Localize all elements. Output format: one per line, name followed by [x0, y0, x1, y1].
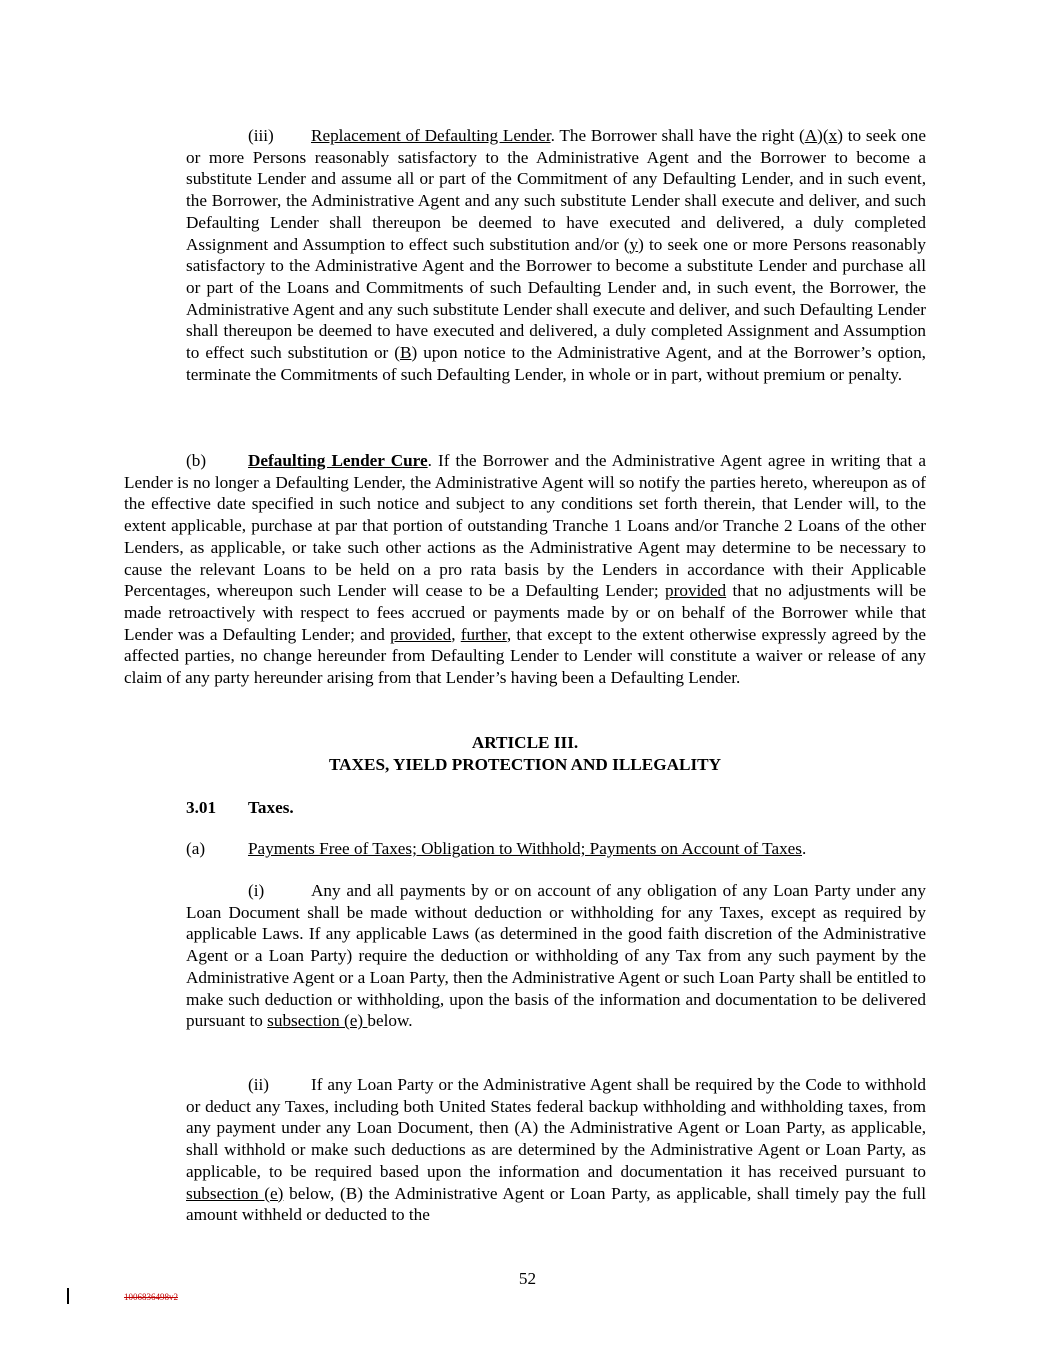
- clause-b-further: further: [460, 624, 507, 644]
- clause-iii-heading: Replacement of Defaulting Lender: [311, 126, 551, 145]
- clause-ii-marker: (ii): [248, 1075, 269, 1094]
- clause-ii-text-2: below, (B) the Administrative Agent or Loan Party, as applicable, shall timely pay the full amount withheld or deducted to the: [186, 1183, 926, 1225]
- document-id: 1006836498v2: [124, 1292, 178, 1302]
- clause-iii-ref-a: A: [804, 126, 818, 145]
- clause-iii-marker: (iii): [248, 126, 274, 145]
- clause-iii-text-4: ) to seek one or more Persons reasonably satisfactory to the Administrative Agent and the Borrower to become a substitute Lender and purchase all or part of the Loans and Commitments of such Defaulting Lender and, in such event, the Borrower, the Administrative Agent and any such substitute Lender shall execute and deliver, and such Defaulting Lender shall thereupon be deemed to have executed and delivered, a duly completed Assignment and Assumption to effect such substitution or (: [186, 234, 926, 363]
- page-number: 52: [518, 1269, 537, 1288]
- clause-b-provided-1: provided: [665, 581, 727, 601]
- clause-i-text-2: below.: [367, 1011, 413, 1031]
- clause-iii-ref-b: B: [400, 343, 412, 363]
- clause-b-text-3: ,: [451, 624, 461, 644]
- clause-b-marker: (b): [186, 451, 207, 470]
- section-number: 3.01: [186, 798, 217, 817]
- clause-ii-subsection-ref: subsection (e): [186, 1183, 284, 1203]
- clause-a-paragraph: [186, 838, 926, 860]
- clause-iii-text-3: ) to seek one or more Persons reasonably satisfactory to the Administrative Agent and the Borrower to become a substitute Lender and assume all or part of the Commitment of any Defaulting Lender, and in such event, the Borrower, the Administrative Agent and any such substitute Lender shall execute and deliver, and such Defaulting Lender shall thereupon be deemed to have executed and delivered, a duly completed Assignment and Assumption to effect such substitution and/or (: [186, 126, 926, 254]
- clause-b-text-1: . If the Borrower and the Administrative Agent agree in writing that a Lender is no longer a Defaulting Lender, the Administrative Agent will so notify the parties hereto, whereupon as of the effective date specified in such notice and subject to any conditions set forth therein, that Lender will, to the extent applicable, purchase at par that portion of outstanding Tranche 1 Loans and/or Tranche 2 Loans of the other Lenders, as applicable, or take such other actions as the Administrative Agent may determine to be necessary to cause the relevant Loans to be held on a pro rata basis by the Lenders in accordance with their Applicable Percentages, whereupon such Lender will cease to be a Defaulting Lender;: [124, 451, 926, 601]
- clause-b-text-2: that no adjustments will be made retroactively with respect to fees accrued or payments made by or on behalf of the Borrower while that Lender was a Defaulting Lender; and: [124, 581, 926, 644]
- clause-b-provided-2: provided: [390, 624, 452, 644]
- clause-a-text-1: .: [802, 839, 807, 858]
- clause-iii-ref-y: y: [629, 234, 639, 254]
- clause-i-subsection-ref: subsection (e): [267, 1011, 368, 1031]
- clause-iii-text-2: )(: [817, 126, 829, 145]
- clause-a-heading: Payments Free of Taxes; Obligation to Withhold; Payments on Account of Taxes: [248, 839, 802, 858]
- clause-i-paragraph: [186, 880, 926, 1032]
- clause-ii-text-1: If any Loan Party or the Administrative Agent shall be required by the Code to withhold or deduct any Taxes, including both United States federal backup withholding and withholding taxes, from any payment under any Loan Document, then (A) the Administrative Agent or Loan Party, as applicable, shall withhold or make such deductions as are determined by the Administrative Agent or Loan Party, as applicable, to be required based upon the information and documentation it has received pursuant to: [186, 1075, 926, 1181]
- clause-b-paragraph: [124, 450, 926, 689]
- clause-i-text-1: Any and all payments by or on account of any obligation of any Loan Party under any Loan Document shall be made without deduction or withholding for any Taxes, except as required by applicable Laws. If any applicable Laws (as determined in the good faith discretion of the Administrative Agent or a Loan Party) require the deduction or withholding of any Tax from any such payment by the Administrative Agent or a Loan Party, then the Administrative Agent or such Loan Party shall be entitled to make such deduction or withholding, upon the basis of the information and documentation to be delivered pursuant to: [186, 881, 926, 1031]
- clause-iii-paragraph: [186, 125, 926, 385]
- clause-b-heading: Defaulting Lender Cure: [248, 451, 428, 470]
- clause-iii-text-5: ) upon notice to the Administrative Agent, and at the Borrower’s option, terminate the Commitments of such Defaulting Lender, in whole or in part, without premium or penalty.: [186, 343, 926, 384]
- clause-a-marker: (a): [186, 839, 206, 858]
- article-number: ARTICLE III.: [471, 733, 579, 752]
- clause-iii-text-1: . The Borrower shall have the right (: [550, 126, 805, 145]
- clause-i-marker: (i): [248, 881, 265, 900]
- clause-b-text-4: , that except to the extent otherwise expressly agreed by the affected parties, no change hereunder from Defaulting Lender to Lender will constitute a waiver or release of any claim of any party hereunder arising from that Lender’s having been a Defaulting Lender.: [124, 624, 926, 688]
- article-title: TAXES, YIELD PROTECTION AND ILLEGALITY: [328, 754, 722, 774]
- section-301-heading: [186, 797, 926, 819]
- article-heading: [124, 732, 926, 775]
- section-title: Taxes.: [248, 798, 294, 817]
- clause-iii-ref-x: x: [828, 126, 838, 145]
- revision-bar: [67, 1288, 69, 1304]
- clause-ii-paragraph: [186, 1074, 926, 1226]
